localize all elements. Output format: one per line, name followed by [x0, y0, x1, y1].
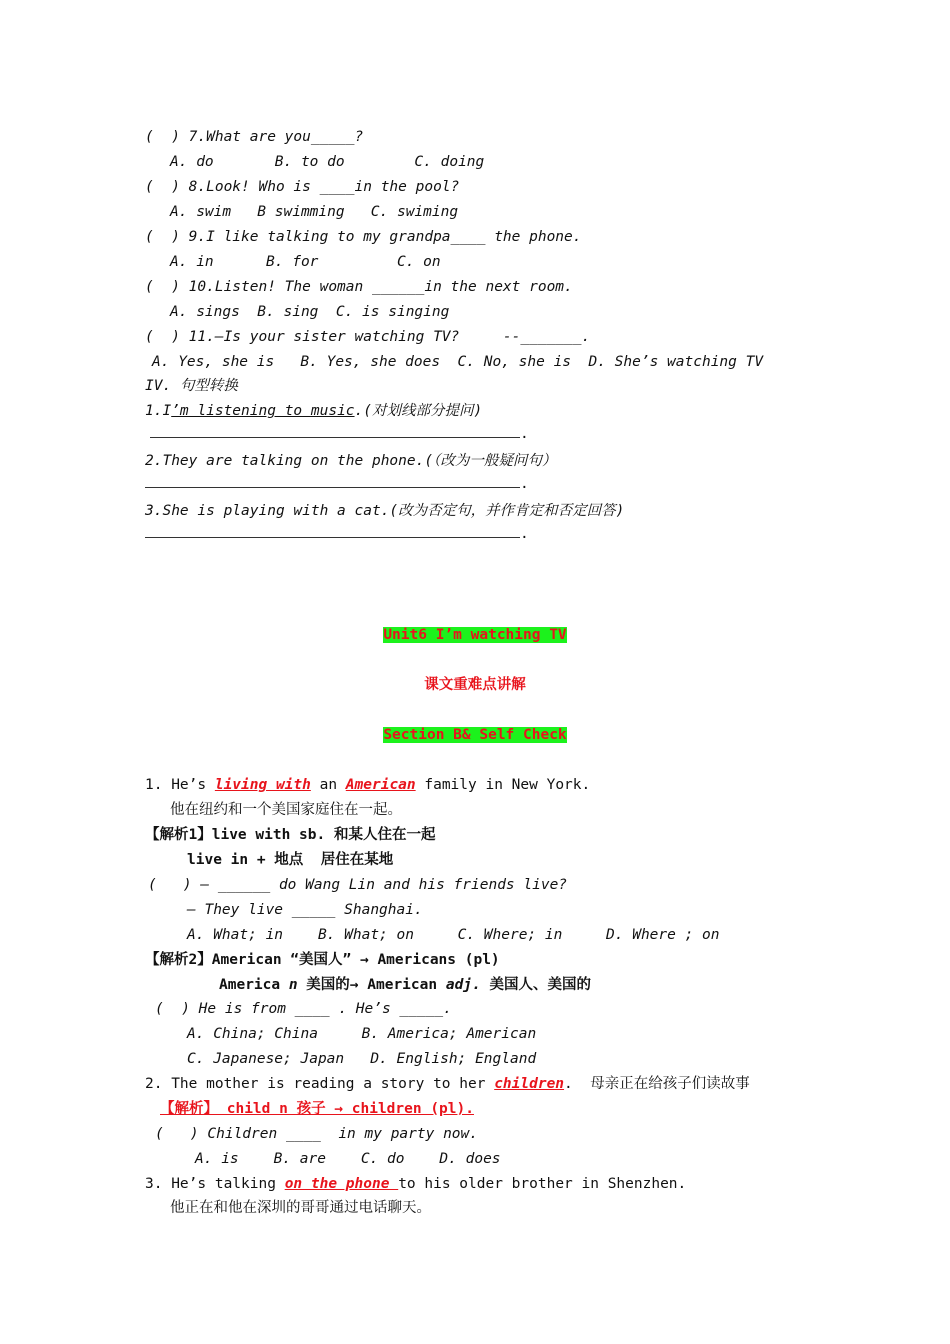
note-2-adj: adj.: [445, 977, 481, 993]
section-title-row: [0, 726, 950, 744]
question-8: ( ) 8.Look! Who is ____in the pool?: [145, 179, 460, 195]
item-3-translation: 他正在和他在深圳的哥哥通过电话聊天。: [170, 1200, 431, 1216]
question-10-options: A. sings B. sing C. is singing: [170, 304, 450, 320]
answer-blank-1: [150, 425, 520, 438]
item-1-number: 1. He’s: [145, 777, 215, 793]
answer-period-2: .: [520, 476, 529, 492]
item-2-post: . 母亲正在给孩子们读故事: [564, 1076, 750, 1092]
note-2-pre: America: [219, 977, 289, 993]
answer-blank-3: [145, 525, 520, 538]
q1-suffix: .(对划线部分提问): [354, 403, 483, 419]
practice-1-b: — They live _____ Shanghai.: [187, 902, 423, 918]
answer-period-3: .: [520, 526, 529, 542]
item-2-sentence: [145, 1075, 750, 1093]
item-3-pre: 3. He’s talking: [145, 1176, 285, 1192]
item-3-sentence: [145, 1175, 686, 1193]
answer-line-1: [150, 425, 529, 443]
answer-blank-2: [145, 475, 520, 488]
keyword-on-the-phone: on the phone: [284, 1176, 399, 1192]
item-1-mid: an: [310, 777, 346, 793]
item-2-note: 【解析】 child n 孩子 → children (pl).: [160, 1101, 474, 1117]
lesson-title: 课文重难点讲解: [424, 677, 526, 693]
unit-title-row: [0, 626, 950, 644]
question-9-options: A. in B. for C. on: [170, 254, 441, 270]
note-2-n: n: [288, 977, 298, 993]
practice-2-c: C. Japanese; Japan D. English; England: [187, 1051, 537, 1067]
item-1-sentence: [145, 776, 590, 794]
note-1-b: live in + 地点 居住在某地: [187, 852, 394, 868]
q1-prefix: 1.I: [145, 403, 172, 419]
section-iv-heading: IV. 句型转换: [145, 378, 238, 394]
question-9: ( ) 9.I like talking to my grandpa____ the phone.: [145, 229, 582, 245]
note-2-b: [219, 976, 591, 994]
practice-1-a: ( ) — ______ do Wang Lin and his friends live?: [148, 877, 568, 893]
item-1-rest: family in New York.: [415, 777, 591, 793]
question-11-options: A. Yes, she is B. Yes, she does C. No, she is D. She’s watching TV: [152, 354, 764, 370]
section-title: Section B& Self Check: [383, 727, 567, 743]
note-1-a: 【解析1】live with sb. 和某人住在一起: [145, 827, 436, 843]
transform-q1: [145, 402, 482, 420]
answer-period-1: .: [520, 426, 529, 442]
unit-title: Unit6 I’m watching TV: [383, 627, 567, 643]
keyword-living-with: living with: [214, 777, 311, 793]
practice-2-a: ( ) He is from ____ . He’s _____.: [155, 1001, 452, 1017]
question-11: ( ) 11.—Is your sister watching TV? --_______.: [145, 329, 591, 345]
question-7: ( ) 7.What are you_____?: [145, 129, 364, 145]
item-2-pre: 2. The mother is reading a story to her: [145, 1076, 495, 1092]
keyword-children: children: [494, 1076, 565, 1092]
question-7-options: A. do B. to do C. doing: [170, 154, 485, 170]
practice-3-options: A. is B. are C. do D. does: [195, 1151, 501, 1167]
note-2-a: 【解析2】American “美国人” → Americans (pl): [145, 952, 500, 968]
item-3-post: to his older brother in Shenzhen.: [398, 1176, 687, 1192]
transform-q2: 2.They are talking on the phone.(（改为一般疑问句）: [145, 453, 557, 469]
answer-line-2: [145, 475, 529, 493]
practice-2-b: A. China; China B. America; American: [187, 1026, 537, 1042]
practice-1-options: A. What; in B. What; on C. Where; in D. Where ; on: [187, 927, 720, 943]
answer-line-3: [145, 525, 529, 543]
question-8-options: A. swim B swimming C. swiming: [170, 204, 459, 220]
practice-3-a: ( ) Children ____ in my party now.: [155, 1126, 479, 1142]
item-1-translation: 他在纽约和一个美国家庭住在一起。: [170, 802, 402, 818]
q1-underlined: ’m listening to music: [171, 403, 355, 419]
note-2-post: 美国人、美国的: [480, 977, 591, 993]
note-2-mid: 美国的→ American: [297, 977, 446, 993]
transform-q3: 3.She is playing with a cat.(改为否定句，并作肯定和否定回答): [145, 503, 625, 519]
question-10: ( ) 10.Listen! The woman ______in the next room.: [145, 279, 573, 295]
keyword-american: American: [345, 777, 416, 793]
